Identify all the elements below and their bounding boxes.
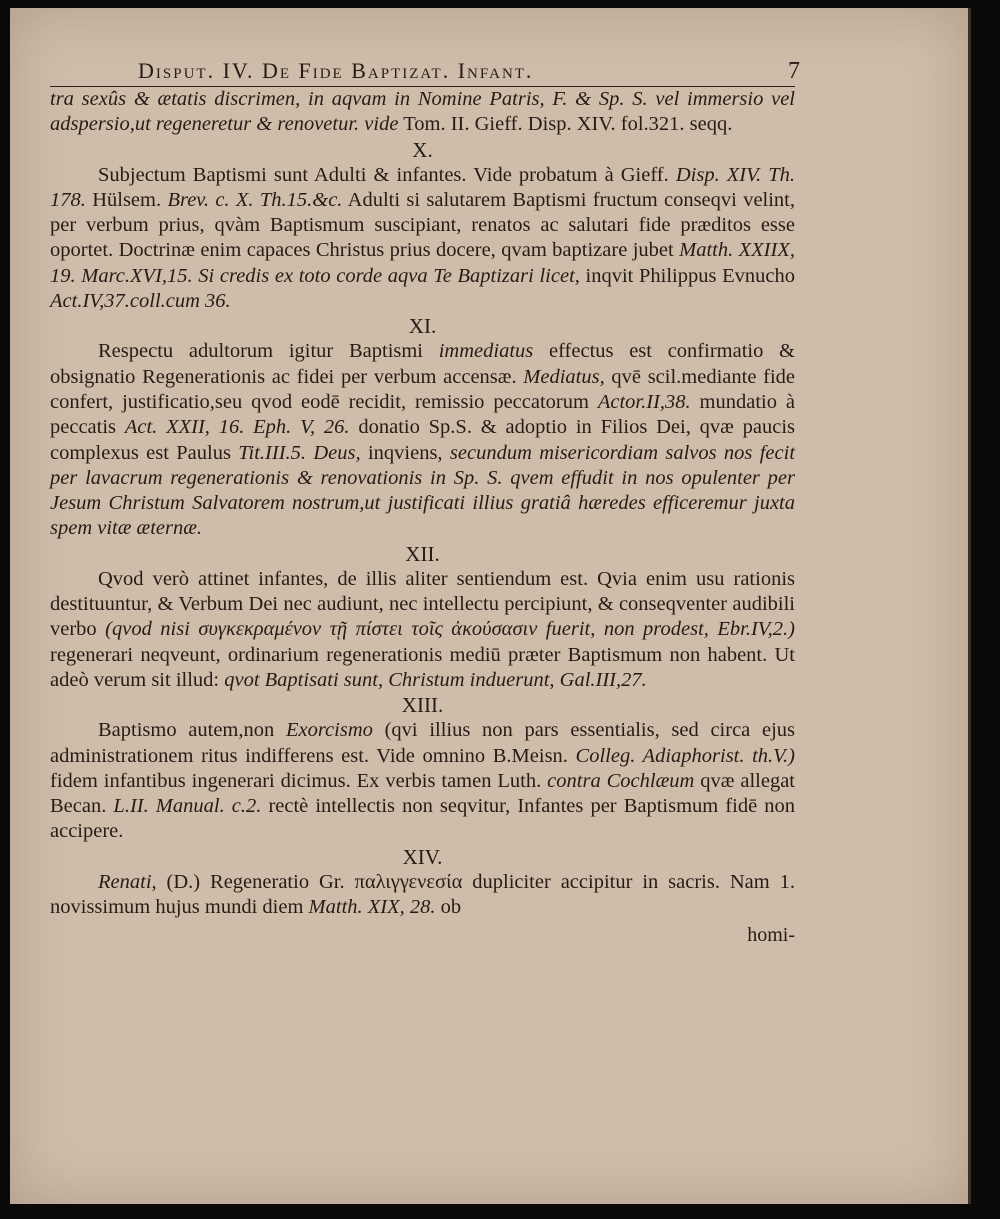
italic-run: immediatus <box>438 340 534 363</box>
body-text <box>50 87 795 920</box>
text-run: rectè intellectis non seqvitur, Infantes per Baptismum fidē non accipere. <box>50 795 795 843</box>
text-run: Tom. II. Gieff. Disp. XIV. fol.321. seqq. <box>398 113 733 136</box>
section-number: XII. <box>405 541 440 566</box>
text-run: Hülsem. <box>85 188 168 211</box>
italic-run: secundum misericordiam salvos nos fecit per lavacrum regenerationis & renovationis in Sp. S. qvem effudit in nos opulenter per Jesum Christum Salvatorem nostrum,ut justificati illius gratiâ hæredes efficeremur juxta spem vitæ æternæ. <box>50 441 796 540</box>
paragraph <box>50 87 795 138</box>
text-run: donatio Sp.S. & adoptio in Filios Dei, qvæ paucis complexus est Paulus <box>50 416 795 464</box>
text-run: Baptismo autem,non <box>98 719 286 742</box>
page-number: 7 <box>788 58 800 84</box>
text-run: fidem infantibus ingenerari dicimus. Ex verbis tamen Luth. <box>50 769 548 792</box>
text-run: ob <box>435 896 462 919</box>
italic-run: Act.IV,37.coll.cum 36. <box>50 290 231 313</box>
paragraph <box>50 339 795 541</box>
text-run: inqviens, <box>360 441 450 464</box>
italic-run: Exorcismo <box>285 719 373 742</box>
text-run: (D.) Regeneratio Gr. παλιγγενεσία dupliciter accipitur in sacris. Nam 1. novissimum hujus mundi diem <box>50 870 795 919</box>
italic-run: Disp. XIV. Th. 178. <box>50 163 795 211</box>
paragraph <box>50 718 795 844</box>
text-run: qvē scil.mediante fide confert, justificatio,seu qvod eodē recidit, remissio peccatorum <box>50 365 796 413</box>
italic-run: (qvod nisi συγκεκραμένον τῇ πίστει τοῖς ἀκούσασιν fuerit, non prodest, Ebr.IV,2.) <box>105 618 795 641</box>
text-run: qvæ allegat Becan. <box>50 769 795 818</box>
text-run: Qvod verò attinet infantes, de illis aliter sentiendum est. Qvia enim usu rationis destituuntur, & Verbum Dei nec audiunt, nec intellectu percipiunt, & conseqventer audibili verbo <box>50 567 795 641</box>
italic-run: contra Cochlæum <box>547 769 695 792</box>
section-number: XI. <box>408 314 437 339</box>
book-page <box>10 8 971 1204</box>
text-run: regenerari neqveunt, ordinarium regenerationis mediū præter Baptismum non habent. Ut adeò verum sit illud: <box>50 643 795 691</box>
italic-run: Renati, <box>98 870 157 893</box>
text-run: effectus est confirmatio & obsignatio Regenerationis ac fidei per verbum accensæ. <box>50 340 795 388</box>
running-title: Disput. IV. De Fide Baptizat. Infant. <box>138 58 534 83</box>
paragraph <box>50 163 795 315</box>
italic-run: Mediatus, <box>523 365 605 388</box>
text-run: Respectu adultorum igitur Baptismi <box>98 340 439 363</box>
italic-run: qvot Baptisati sunt, Christum induerunt, Gal.III,27. <box>224 668 647 691</box>
page-content <box>50 58 800 948</box>
italic-run: Act. XXII, 16. Eph. V, 26. <box>124 416 350 439</box>
running-header <box>50 58 800 87</box>
catchword: homi- <box>747 924 795 947</box>
section-number: XIII. <box>401 693 444 718</box>
section-number: X. <box>412 137 433 162</box>
text-run: (qvi illius non pars essentialis, sed circa ejus administrationem ritus indifferens est. Vide omnino B.Meisn. <box>50 719 795 767</box>
paragraph <box>50 567 795 693</box>
italic-run: Colleg. Adiaphorist. th.V.) <box>575 744 795 767</box>
text-run: Subjectum Baptismi sunt Adulti & infantes. Vide probatum à Gieff. <box>98 163 676 186</box>
text-run: Adulti si salutarem Baptismi fructum conseqvi velint, per verbum prius, qvàm Baptismum suscipiant, renatos ac salutari fide præditos esse oportet. Doctrinæ enim capaces Christus prius docere, qvam baptizare jubet <box>50 188 795 262</box>
text-run: inqvit Philippus Evnucho <box>579 264 795 287</box>
section-number: XIV. <box>402 844 443 869</box>
italic-run: Brev. c. X. Th.15.&c. <box>167 188 343 211</box>
italic-run: Matth. XXIIX, 19. Marc.XVI,15. Si credis ex toto corde aqva Te Baptizari licet, <box>50 239 795 287</box>
italic-run: Tit.III.5. Deus, <box>238 441 361 464</box>
paragraph <box>50 870 795 921</box>
text-run: mundatio à peccatis <box>50 390 795 439</box>
italic-run: L.II. Manual. c.2. <box>113 795 262 818</box>
italic-run: Actor.II,38. <box>597 390 691 413</box>
italic-run: tra sexûs & ætatis discrimen, in aqvam in Nomine Patris, F. & Sp. S. vel immersio vel adspersio,ut regeneretur & renovetur. vide <box>50 88 795 136</box>
italic-run: Matth. XIX, 28. <box>308 896 436 919</box>
